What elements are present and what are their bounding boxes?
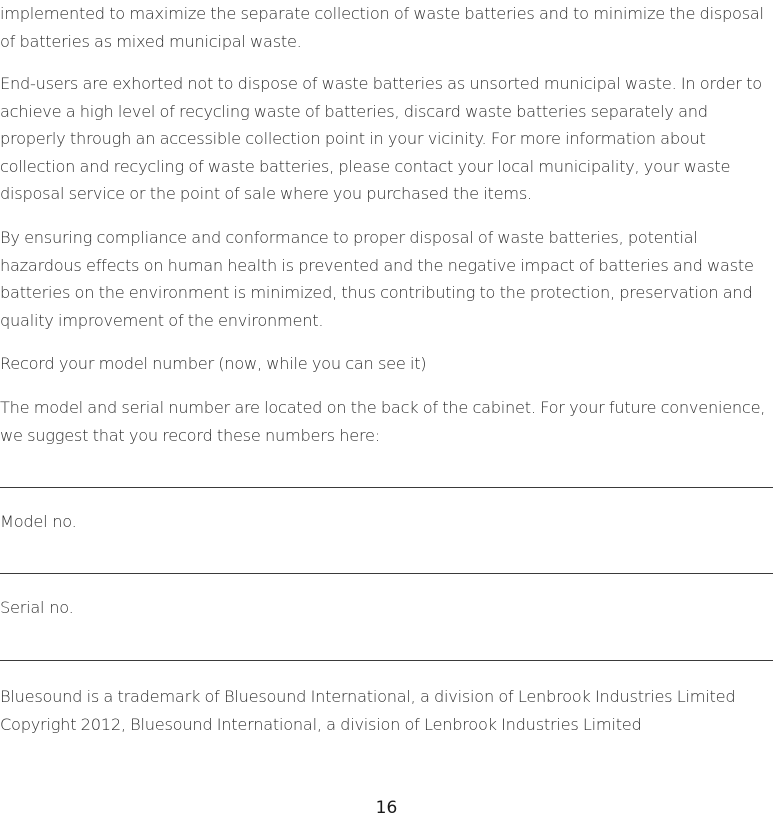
compliance-paragraph: By ensuring compliance and conformance to proper disposal of waste batteries, potential hazardous effects on human health is prevented and the negative impact of batteries and waste batteries on the environment is minimized, thus contributing to the protection, preservation and quality improvement of the environment. (0, 228, 754, 330)
serial-number-label: Serial no. (0, 598, 74, 617)
end-user-disposal-paragraph: End-users are exhorted not to dispose of waste batteries as unsorted municipal waste. In order to achieve a high level of recycling waste of batteries, discard waste batteries separately and properly through an accessible collection point in your vicinity. For more information about collection and recycling of waste batteries, please contact your local municipality, your waste disposal service or the point of sale where you purchased the items. (0, 74, 762, 204)
waste-battery-intro-paragraph: implemented to maximize the separate collection of waste batteries and to minimize the disposal of batteries as mixed municipal waste. (0, 4, 764, 51)
model-serial-location-paragraph: The model and serial number are located on the back of the cabinet. For your future convenience, we suggest that you record these numbers here: (0, 398, 766, 445)
section-divider-line (0, 660, 773, 661)
copyright-line: Copyright 2012, Bluesound International, a division of Lenbrook Industries Limited (0, 714, 642, 734)
page-number: 16 (375, 798, 398, 818)
legal-notice (0, 683, 775, 738)
trademark-line: Bluesound is a trademark of Bluesound International, a division of Lenbrook Industries Limited (0, 687, 736, 706)
model-number-label: Model no. (0, 512, 77, 531)
serial-number-write-line (0, 573, 773, 574)
model-number-write-line (0, 487, 773, 488)
record-model-heading: Record your model number (now, while you can see it) (0, 354, 427, 373)
